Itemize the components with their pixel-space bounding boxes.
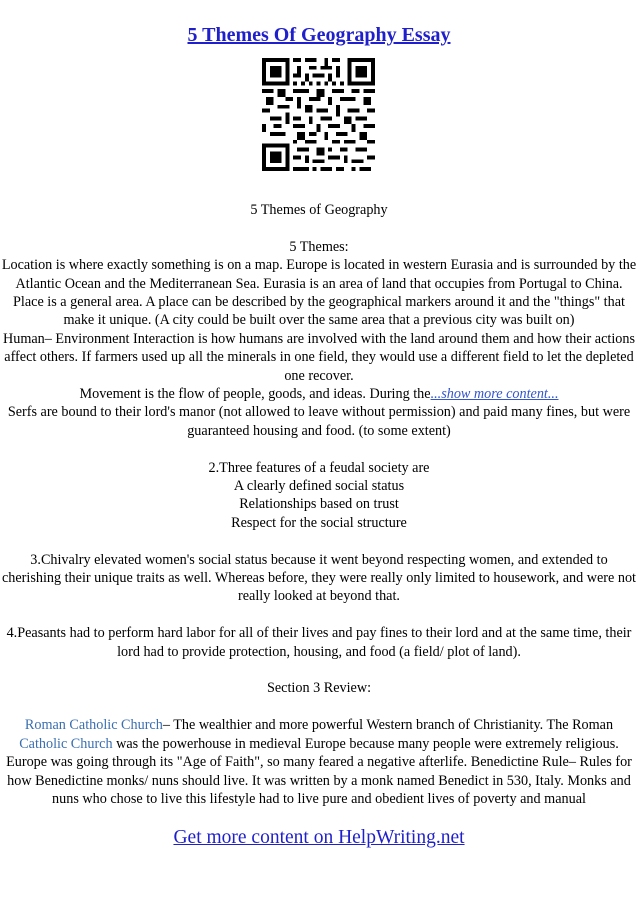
doc-heading: 5 Themes of Geography — [250, 202, 388, 218]
location-paragraph: Location is where exactly something is on a map. Europe is located in western Eurasia and is surrounded by the Atlantic Ocean and the Mediterranean Sea. Eurasia is an area of land that occupies from Portugal to China. — [1, 257, 637, 292]
feature-item: A clearly defined social status — [233, 478, 405, 495]
church-definition: – The wealthier and more powerful Western branch of Christianity. The Roman — [162, 717, 614, 734]
church-rest: was the powerhouse in medieval Europe because many people were extremely religious. Europe was going through its "Age of Faith", so many feared a negative afterlife. Benedictine Rule– Rules for how Benedictine monks/ nuns should live. It was written by a monk named Benedict in 530, Italy. Monks and nuns who chose to live this lifestyle had to live pure and obedient lives of poverty and manual — [6, 735, 632, 807]
themes-heading: 5 Themes: — [289, 238, 349, 255]
document-title — [0, 24, 638, 47]
serfs-paragraph: Serfs are bound to their lord's manor (not allowed to leave without permission) and paid many fines, but were guaranteed housing and food. (to some extent) — [7, 404, 631, 439]
place-paragraph: Place is a general area. A place can be described by the geographical markers around it and the "things" that make it unique. (A city could be built over the same area that a previous city was built on) — [13, 294, 625, 329]
document-body — [0, 201, 638, 808]
footer-link[interactable]: Get more content on HelpWriting.net — [173, 827, 465, 848]
qr-code-icon — [262, 58, 375, 171]
church-paragraph — [0, 716, 638, 808]
roman-catholic-church-link[interactable]: Roman Catholic Church — [24, 717, 163, 734]
peasants-paragraph: 4.Peasants had to perform hard labor for all of their lives and pay fines to their lord and at the same time, their lord had to provide protection, housing, and food (a field/ plot of land). — [6, 625, 632, 660]
footer — [0, 827, 638, 849]
feature-item: Respect for the social structure — [231, 514, 407, 531]
features-heading: 2.Three features of a feudal society are — [208, 459, 430, 476]
show-more-link[interactable]: ...show more content... — [430, 386, 559, 403]
movement-text: Movement is the flow of people, goods, and ideas. During the — [79, 386, 431, 403]
movement-paragraph — [0, 385, 638, 403]
feature-item: Relationships based on trust — [239, 496, 399, 513]
section-heading: Section 3 Review: — [266, 680, 372, 697]
hei-paragraph: Human– Environment Interaction is how humans are involved with the land around them and how their actions affect others. If farmers used up all the minerals in one field, they would use a different field to let the depleted one recover. — [3, 330, 635, 384]
catholic-church-link[interactable]: Catholic Church — [19, 735, 113, 752]
chivalry-paragraph: 3.Chivalry elevated women's social status because it went beyond respecting women, and extended to cherishing their unique traits as well. Whereas before, they were really only limited to housework, and were not really looked at beyond that. — [1, 551, 637, 605]
title-link[interactable]: 5 Themes Of Geography Essay — [187, 24, 451, 46]
